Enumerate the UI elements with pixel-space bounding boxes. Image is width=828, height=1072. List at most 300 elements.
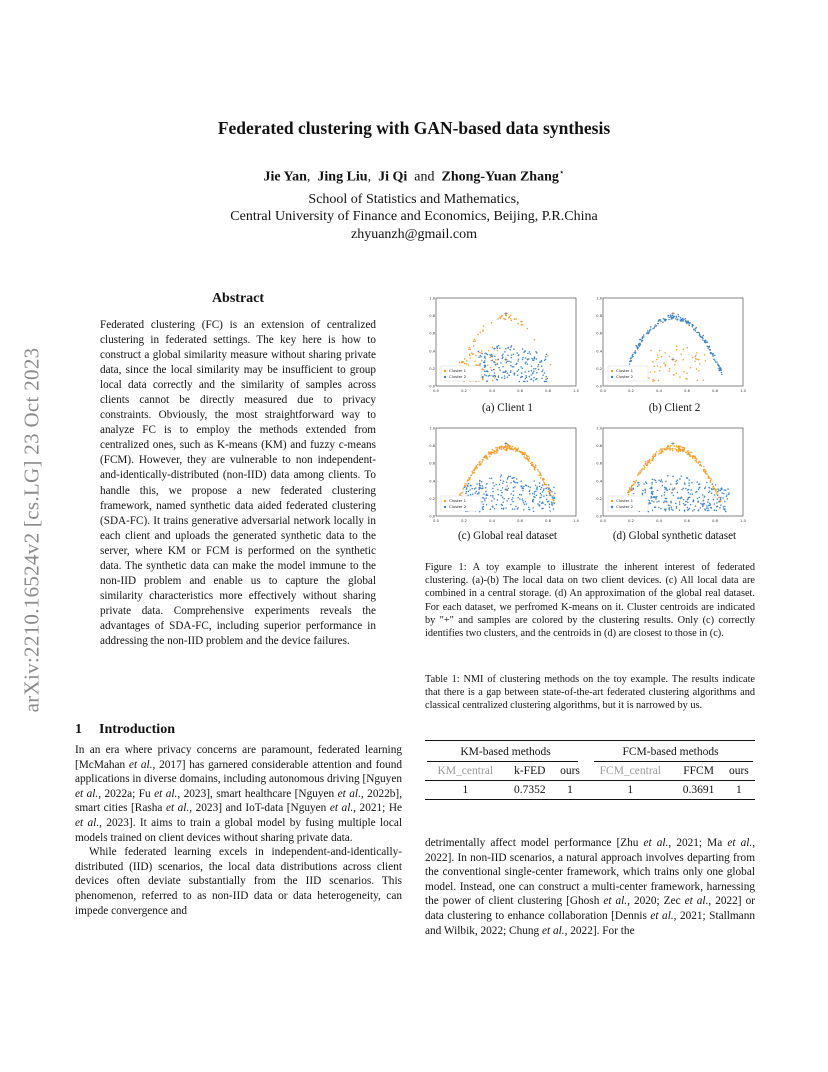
- data-point: [492, 380, 494, 382]
- data-point: [693, 509, 695, 511]
- data-point: [554, 503, 556, 505]
- data-point: [547, 501, 549, 503]
- arxiv-stamp: [18, 300, 46, 760]
- data-point: [479, 363, 481, 365]
- data-point: [494, 362, 496, 364]
- data-point: [546, 354, 548, 356]
- author-list: Jie Yan, Jing Liu, Ji Qi and Zhong-Yuan Zhang⋆: [263, 167, 565, 185]
- data-point: [484, 366, 486, 368]
- data-point: [492, 347, 494, 349]
- data-point: [650, 326, 652, 328]
- data-point: [656, 325, 658, 327]
- scatter-plot: [595, 426, 749, 526]
- data-point: [713, 358, 715, 360]
- y-tick-label: 1.0: [596, 426, 602, 431]
- data-point: [513, 348, 515, 350]
- data-point: [478, 492, 480, 494]
- data-point: [661, 495, 663, 497]
- data-point: [645, 490, 647, 492]
- data-point: [706, 507, 708, 509]
- data-point: [720, 504, 722, 506]
- data-point: [470, 494, 472, 496]
- data-point: [685, 451, 687, 453]
- data-point: [500, 490, 502, 492]
- data-point: [511, 366, 513, 368]
- data-point: [524, 381, 526, 383]
- data-point: [676, 349, 678, 351]
- data-point: [500, 480, 502, 482]
- data-point: [497, 447, 499, 449]
- data-point: [476, 483, 478, 485]
- data-point: [698, 509, 700, 511]
- data-point: [508, 476, 510, 478]
- data-point: [632, 356, 634, 358]
- data-point: [667, 448, 669, 450]
- data-point: [705, 339, 707, 341]
- data-point: [474, 472, 476, 474]
- data-point: [679, 478, 681, 480]
- data-point: [722, 492, 724, 494]
- data-point: [695, 354, 697, 356]
- data-point: [544, 360, 546, 362]
- data-point: [484, 365, 486, 367]
- data-point: [658, 507, 660, 509]
- data-point: [525, 375, 527, 377]
- data-point: [631, 486, 633, 488]
- data-point: [695, 327, 697, 329]
- data-point: [478, 462, 480, 464]
- data-point: [688, 489, 690, 491]
- data-point: [676, 319, 678, 321]
- data-point: [505, 371, 507, 373]
- data-point: [688, 325, 690, 327]
- data-point: [522, 359, 524, 361]
- data-point: [484, 456, 486, 458]
- data-point: [665, 481, 667, 483]
- intro-column-right: detrimentally affect model performance [Zhu et al., 2021; Ma et al., 2022]. In non-IID scenarios, a natural approach involves departing from the conventional single-center framework, which trains only one global model. Instead, one can construct a multi-center framework, harnessing the power of client clustering [Ghosh et al., 2020; Zec et al., 2022] or data clustering to enhance collaboration [Dennis et al., 2021; Stallmann and Wilbik, 2022; Chung et al., 2022]. For the: [425, 837, 756, 937]
- y-tick-label: 1.0: [596, 296, 602, 301]
- paper-title: Federated clustering with GAN-based data synthesis: [217, 118, 611, 138]
- data-point: [711, 492, 713, 494]
- data-point: [536, 358, 538, 360]
- data-point: [528, 371, 530, 373]
- intro-column-left: [75, 743, 402, 918]
- data-point: [477, 364, 479, 366]
- data-point: [671, 507, 673, 509]
- cell: 1: [462, 784, 469, 796]
- data-point: [676, 449, 678, 451]
- data-point: [709, 349, 711, 351]
- data-point: [494, 451, 496, 453]
- data-point: [677, 479, 679, 481]
- data-point: [660, 481, 662, 483]
- data-point: [514, 508, 516, 510]
- header-ours-km: ours: [560, 765, 580, 777]
- data-point: [708, 475, 710, 477]
- data-point: [669, 505, 671, 507]
- data-point: [684, 510, 686, 512]
- x-tick-label: 0.6: [684, 389, 690, 393]
- data-point: [642, 494, 644, 496]
- header-kfed: k-FED: [514, 765, 546, 777]
- data-point: [545, 488, 547, 490]
- data-point: [652, 361, 654, 363]
- data-point: [715, 484, 717, 486]
- data-point: [708, 499, 710, 501]
- data-point: [551, 491, 553, 493]
- data-point: [662, 321, 664, 323]
- data-point: [553, 508, 555, 510]
- data-point: [473, 340, 475, 342]
- data-point: [675, 503, 677, 505]
- data-point: [665, 487, 667, 489]
- data-point: [689, 508, 691, 510]
- data-point: [510, 318, 512, 320]
- data-point: [466, 363, 468, 365]
- data-point: [699, 334, 701, 336]
- data-point: [696, 481, 698, 483]
- data-point: [640, 344, 642, 346]
- data-point: [469, 489, 471, 491]
- data-point: [690, 493, 692, 495]
- data-point: [539, 482, 541, 484]
- data-point: [638, 473, 640, 475]
- data-point: [631, 489, 633, 491]
- data-point: [477, 464, 479, 466]
- data-point: [514, 486, 516, 488]
- data-point: [482, 497, 484, 499]
- legend-marker: [611, 500, 613, 502]
- data-point: [651, 460, 653, 462]
- data-point: [679, 501, 681, 503]
- data-point: [486, 504, 488, 506]
- data-point: [536, 372, 538, 374]
- data-point: [649, 462, 651, 464]
- data-point: [642, 468, 644, 470]
- data-point: [654, 455, 656, 457]
- data-point: [696, 461, 698, 463]
- data-point: [535, 491, 537, 493]
- data-point: [540, 489, 542, 491]
- data-point: [688, 322, 690, 324]
- data-point: [539, 497, 541, 499]
- data-point: [536, 488, 538, 490]
- data-point: [470, 348, 472, 350]
- data-point: [657, 354, 659, 356]
- data-point: [484, 498, 486, 500]
- data-point: [503, 371, 505, 373]
- data-point: [501, 445, 503, 447]
- data-point: [680, 353, 682, 355]
- data-point: [543, 488, 545, 490]
- x-tick-label: 0.0: [433, 519, 439, 523]
- x-tick-label: 0.0: [600, 519, 606, 523]
- x-tick-label: 0.6: [684, 519, 690, 523]
- data-point: [639, 342, 641, 344]
- data-point: [532, 372, 534, 374]
- group-header-km: KM-based methods: [460, 746, 551, 758]
- data-point: [707, 346, 709, 348]
- data-point: [515, 506, 517, 508]
- data-point: [505, 348, 507, 350]
- data-point: [501, 377, 503, 379]
- data-point: [664, 486, 666, 488]
- data-point: [516, 352, 518, 354]
- data-point: [487, 364, 489, 366]
- data-point: [518, 355, 520, 357]
- data-point: [489, 455, 491, 457]
- data-point: [474, 469, 476, 471]
- data-point: [494, 453, 496, 455]
- data-point: [490, 367, 492, 369]
- data-point: [479, 461, 481, 463]
- data-point: [706, 342, 708, 344]
- data-point: [629, 363, 631, 365]
- section-title: Introduction: [99, 722, 175, 737]
- data-point: [481, 501, 483, 503]
- data-point: [519, 381, 521, 383]
- data-point: [482, 508, 484, 510]
- centroid-marker: +: [671, 439, 675, 448]
- x-tick-label: 0.4: [489, 519, 495, 523]
- y-tick-label: 0.8: [429, 314, 435, 319]
- data-point: [500, 476, 502, 478]
- data-point: [663, 363, 665, 365]
- data-point: [472, 493, 474, 495]
- x-tick-label: 0.4: [489, 389, 495, 393]
- data-point: [513, 374, 515, 376]
- data-point: [642, 490, 644, 492]
- data-point: [687, 509, 689, 511]
- data-point: [685, 488, 687, 490]
- data-point: [726, 496, 728, 498]
- data-point: [673, 374, 675, 376]
- data-point: [529, 509, 531, 511]
- data-point: [688, 497, 690, 499]
- data-point: [541, 475, 543, 477]
- data-point: [499, 347, 501, 349]
- data-point: [641, 340, 643, 342]
- data-point: [667, 315, 669, 317]
- data-point: [505, 449, 507, 451]
- data-point: [488, 375, 490, 377]
- data-point: [533, 357, 535, 359]
- data-point: [689, 479, 691, 481]
- data-point: [713, 499, 715, 501]
- data-point: [710, 353, 712, 355]
- data-point: [694, 457, 696, 459]
- data-point: [543, 484, 545, 486]
- data-point: [689, 454, 691, 456]
- data-point: [635, 350, 637, 352]
- data-point: [477, 334, 479, 336]
- x-tick-label: 1.0: [573, 519, 579, 523]
- data-point: [511, 345, 513, 347]
- data-point: [549, 492, 551, 494]
- data-point: [509, 445, 511, 447]
- data-point: [687, 450, 689, 452]
- data-point: [482, 329, 484, 331]
- data-point: [507, 377, 509, 379]
- data-point: [664, 320, 666, 322]
- data-point: [637, 482, 639, 484]
- subcaption-a: (a) Client 1: [482, 402, 533, 414]
- centroid-marker: +: [671, 355, 675, 364]
- data-point: [632, 485, 634, 487]
- data-point: [470, 485, 472, 487]
- data-point: [538, 474, 540, 476]
- data-point: [705, 473, 707, 475]
- legend-marker: [611, 376, 613, 378]
- data-point: [501, 447, 503, 449]
- data-point: [655, 498, 657, 500]
- data-point: [652, 510, 654, 512]
- data-point: [496, 452, 498, 454]
- data-point: [660, 366, 662, 368]
- data-point: [665, 364, 667, 366]
- data-point: [650, 487, 652, 489]
- data-point: [658, 450, 660, 452]
- data-point: [521, 324, 523, 326]
- data-point: [678, 497, 680, 499]
- data-point: [497, 499, 499, 501]
- data-point: [551, 504, 553, 506]
- data-point: [536, 489, 538, 491]
- data-point: [678, 316, 680, 318]
- data-point: [710, 507, 712, 509]
- data-point: [705, 509, 707, 511]
- legend-label: Cluster 1: [449, 368, 467, 374]
- data-point: [491, 500, 493, 502]
- data-point: [723, 493, 725, 495]
- data-point: [512, 490, 514, 492]
- data-point: [548, 488, 550, 490]
- data-point: [517, 374, 519, 376]
- data-point: [498, 359, 500, 361]
- data-point: [494, 372, 496, 374]
- data-point: [695, 505, 697, 507]
- data-point: [664, 488, 666, 490]
- data-point: [533, 359, 535, 361]
- data-point: [663, 448, 665, 450]
- y-tick-label: 0.0: [596, 384, 602, 389]
- data-point: [698, 370, 700, 372]
- data-point: [483, 325, 485, 327]
- data-point: [472, 472, 474, 474]
- data-point: [535, 368, 537, 370]
- legend-label: Cluster 2: [616, 374, 634, 380]
- data-point: [485, 375, 487, 377]
- data-point: [531, 462, 533, 464]
- data-point: [652, 479, 654, 481]
- data-point: [468, 364, 470, 366]
- data-point: [470, 475, 472, 477]
- data-point: [644, 488, 646, 490]
- data-point: [660, 448, 662, 450]
- data-point: [645, 481, 647, 483]
- data-point: [466, 491, 468, 493]
- data-point: [535, 379, 537, 381]
- data-point: [542, 491, 544, 493]
- data-point: [687, 453, 689, 455]
- data-point: [645, 492, 647, 494]
- data-point: [653, 479, 655, 481]
- data-point: [676, 446, 678, 448]
- data-point: [485, 487, 487, 489]
- data-point: [540, 477, 542, 479]
- data-point: [639, 470, 641, 472]
- data-point: [674, 448, 676, 450]
- data-point: [540, 493, 542, 495]
- data-point: [524, 504, 526, 506]
- author-name: Jie Yan: [263, 169, 307, 185]
- data-point: [520, 481, 522, 483]
- data-point: [638, 484, 640, 486]
- data-point: [658, 480, 660, 482]
- data-point: [492, 482, 494, 484]
- data-point: [668, 319, 670, 321]
- data-point: [517, 447, 519, 449]
- data-point: [501, 508, 503, 510]
- data-point: [640, 472, 642, 474]
- header-ffcm: FFCM: [683, 765, 714, 777]
- group-header-fcm: FCM-based methods: [622, 746, 719, 758]
- data-point: [528, 486, 530, 488]
- x-tick-label: 1.0: [573, 389, 579, 393]
- data-point: [544, 372, 546, 374]
- data-point: [459, 361, 461, 363]
- y-tick-label: 0.0: [429, 514, 435, 519]
- data-point: [652, 380, 654, 382]
- data-point: [692, 357, 694, 359]
- data-point: [504, 375, 506, 377]
- data-point: [662, 448, 664, 450]
- data-point: [539, 501, 541, 503]
- data-point: [542, 478, 544, 480]
- data-point: [546, 495, 548, 497]
- data-point: [493, 452, 495, 454]
- data-point: [492, 449, 494, 451]
- data-point: [499, 369, 501, 371]
- y-tick-label: 0.0: [596, 514, 602, 519]
- data-point: [484, 357, 486, 359]
- data-point: [647, 464, 649, 466]
- data-point: [702, 494, 704, 496]
- data-point: [495, 359, 497, 361]
- y-tick-label: 0.0: [429, 384, 435, 389]
- data-point: [661, 356, 663, 358]
- data-point: [727, 488, 729, 490]
- data-point: [650, 371, 652, 373]
- y-tick-label: 0.4: [596, 479, 602, 484]
- data-point: [474, 488, 476, 490]
- data-point: [683, 348, 685, 350]
- y-tick-label: 0.6: [596, 331, 602, 336]
- data-point: [533, 496, 535, 498]
- data-point: [539, 361, 541, 363]
- data-point: [554, 496, 556, 498]
- data-point: [682, 318, 684, 320]
- data-point: [498, 345, 500, 347]
- data-point: [523, 454, 525, 456]
- data-point: [511, 320, 512, 322]
- data-point: [633, 481, 635, 483]
- data-point: [629, 487, 631, 489]
- data-point: [497, 450, 499, 452]
- data-point: [704, 354, 706, 356]
- data-point: [497, 489, 499, 491]
- data-point: [521, 494, 523, 496]
